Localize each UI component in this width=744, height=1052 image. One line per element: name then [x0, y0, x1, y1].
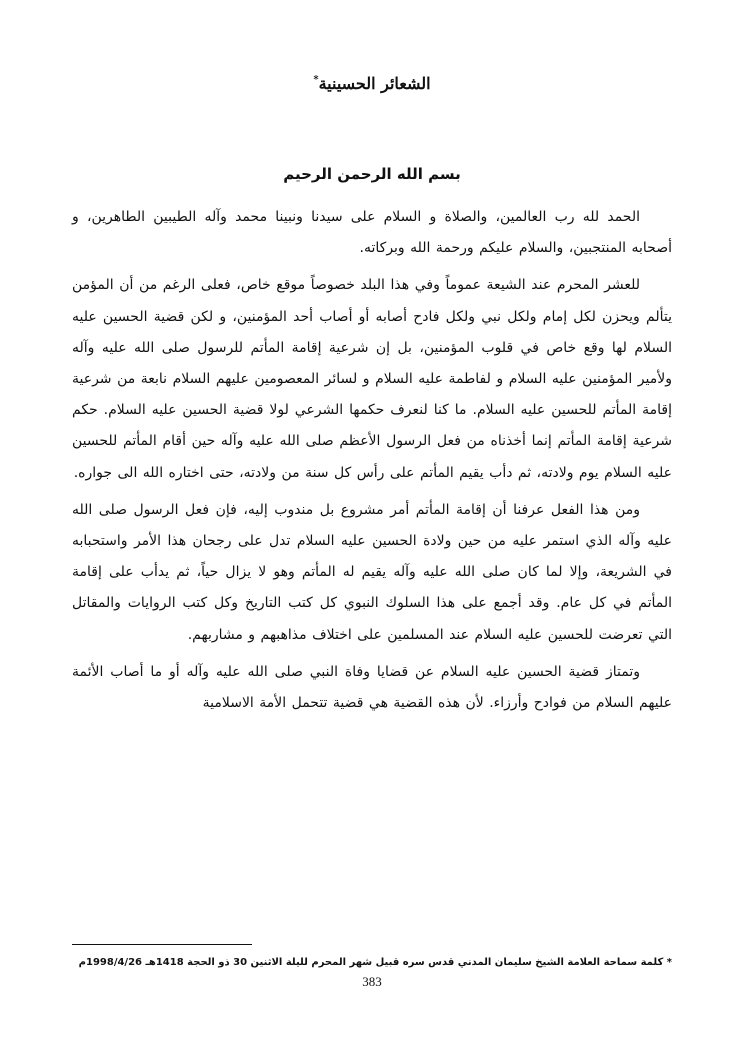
paragraph: ومن هذا الفعل عرفنا أن إقامة المأتم أمر مشروع بل مندوب إليه، فإن فعل الرسول صلى الله عليه وآله الذي استمر عليه من حين ولادة الحسين عليه السلام تدل على رجحان هذا الأمر واستحبابه في الشريعة، وإلا لما كان صلى الله عليه وآله يقيم له المأتم وهو لا يزال حياً، ثم يدأب على إقامة المأتم في كل عام. وقد أجمع على هذا السلوك النبوي كل كتب التاريخ وكل كتب الروايات والمقاتل التي تعرضت للحسين عليه السلام عند المسلمين على اختلاف مذاهبهم و مشاربهم. [72, 501, 672, 643]
page-title [0, 74, 744, 93]
footnote: * كلمة سماحة العلامة الشيخ سليمان المدني قدس سره قبيل شهر المحرم لليلة الاثنين 30 ذو الحجة 1418هـ 1998/4/26م [78, 957, 672, 968]
paragraph: الحمد لله رب العالمين، والصلاة و السلام على سيدنا ونبينا محمد وآله الطيبين الطاهرين، و أصحابه المنتجبين، والسلام عليكم ورحمة الله وبركاته. [72, 209, 672, 257]
title-text: الشعائر الحسينية [318, 74, 431, 93]
basmala-heading: بسم الله الرحمن الرحيم [283, 165, 461, 183]
footnote-marker: * [313, 74, 319, 86]
page-number: 383 [362, 974, 382, 989]
footnote-divider [72, 944, 252, 945]
paragraph: وتمتاز قضية الحسين عليه السلام عن قضايا وفاة النبي صلى الله عليه وآله أو ما أصاب الأئمة عليهم السلام من فوادح وأرزاء. لأن هذه القضية هي قضية تتحمل الأمة الاسلامية [72, 663, 672, 712]
body-text [72, 202, 672, 725]
paragraph: للعشر المحرم عند الشيعة عموماً وفي هذا البلد خصوصاً موقع خاص، فعلى الرغم من أن المؤمن يتألم ويحزن لكل إمام ولكل نبي ولكل فادح أصابه أو أصاب أحد المؤمنين، و لكن قضية الحسين عليه السلام لها وقع خاص في قلوب المؤمنين، بل إن شرعية إقامة المأتم للرسول صلى الله عليه وآله ولأمير المؤمنين عليه السلام و لفاطمة عليه السلام و لسائر المعصومين عليهم السلام نابعة من شرعية إقامة المأتم للحسين عليه السلام. ما كنا لنعرف حكمها الشرعي لولا قضية الحسين عليه السلام. حكم شرعية إقامة المأتم إنما أخذناه من فعل الرسول الأعظم صلى الله عليه وآله حين أقام المأتم للحسين عليه السلام يوم ولادته، ثم دأب يقيم المأتم على رأس كل سنة من ولادته، حتى اختاره الله الى جواره. [72, 277, 672, 481]
